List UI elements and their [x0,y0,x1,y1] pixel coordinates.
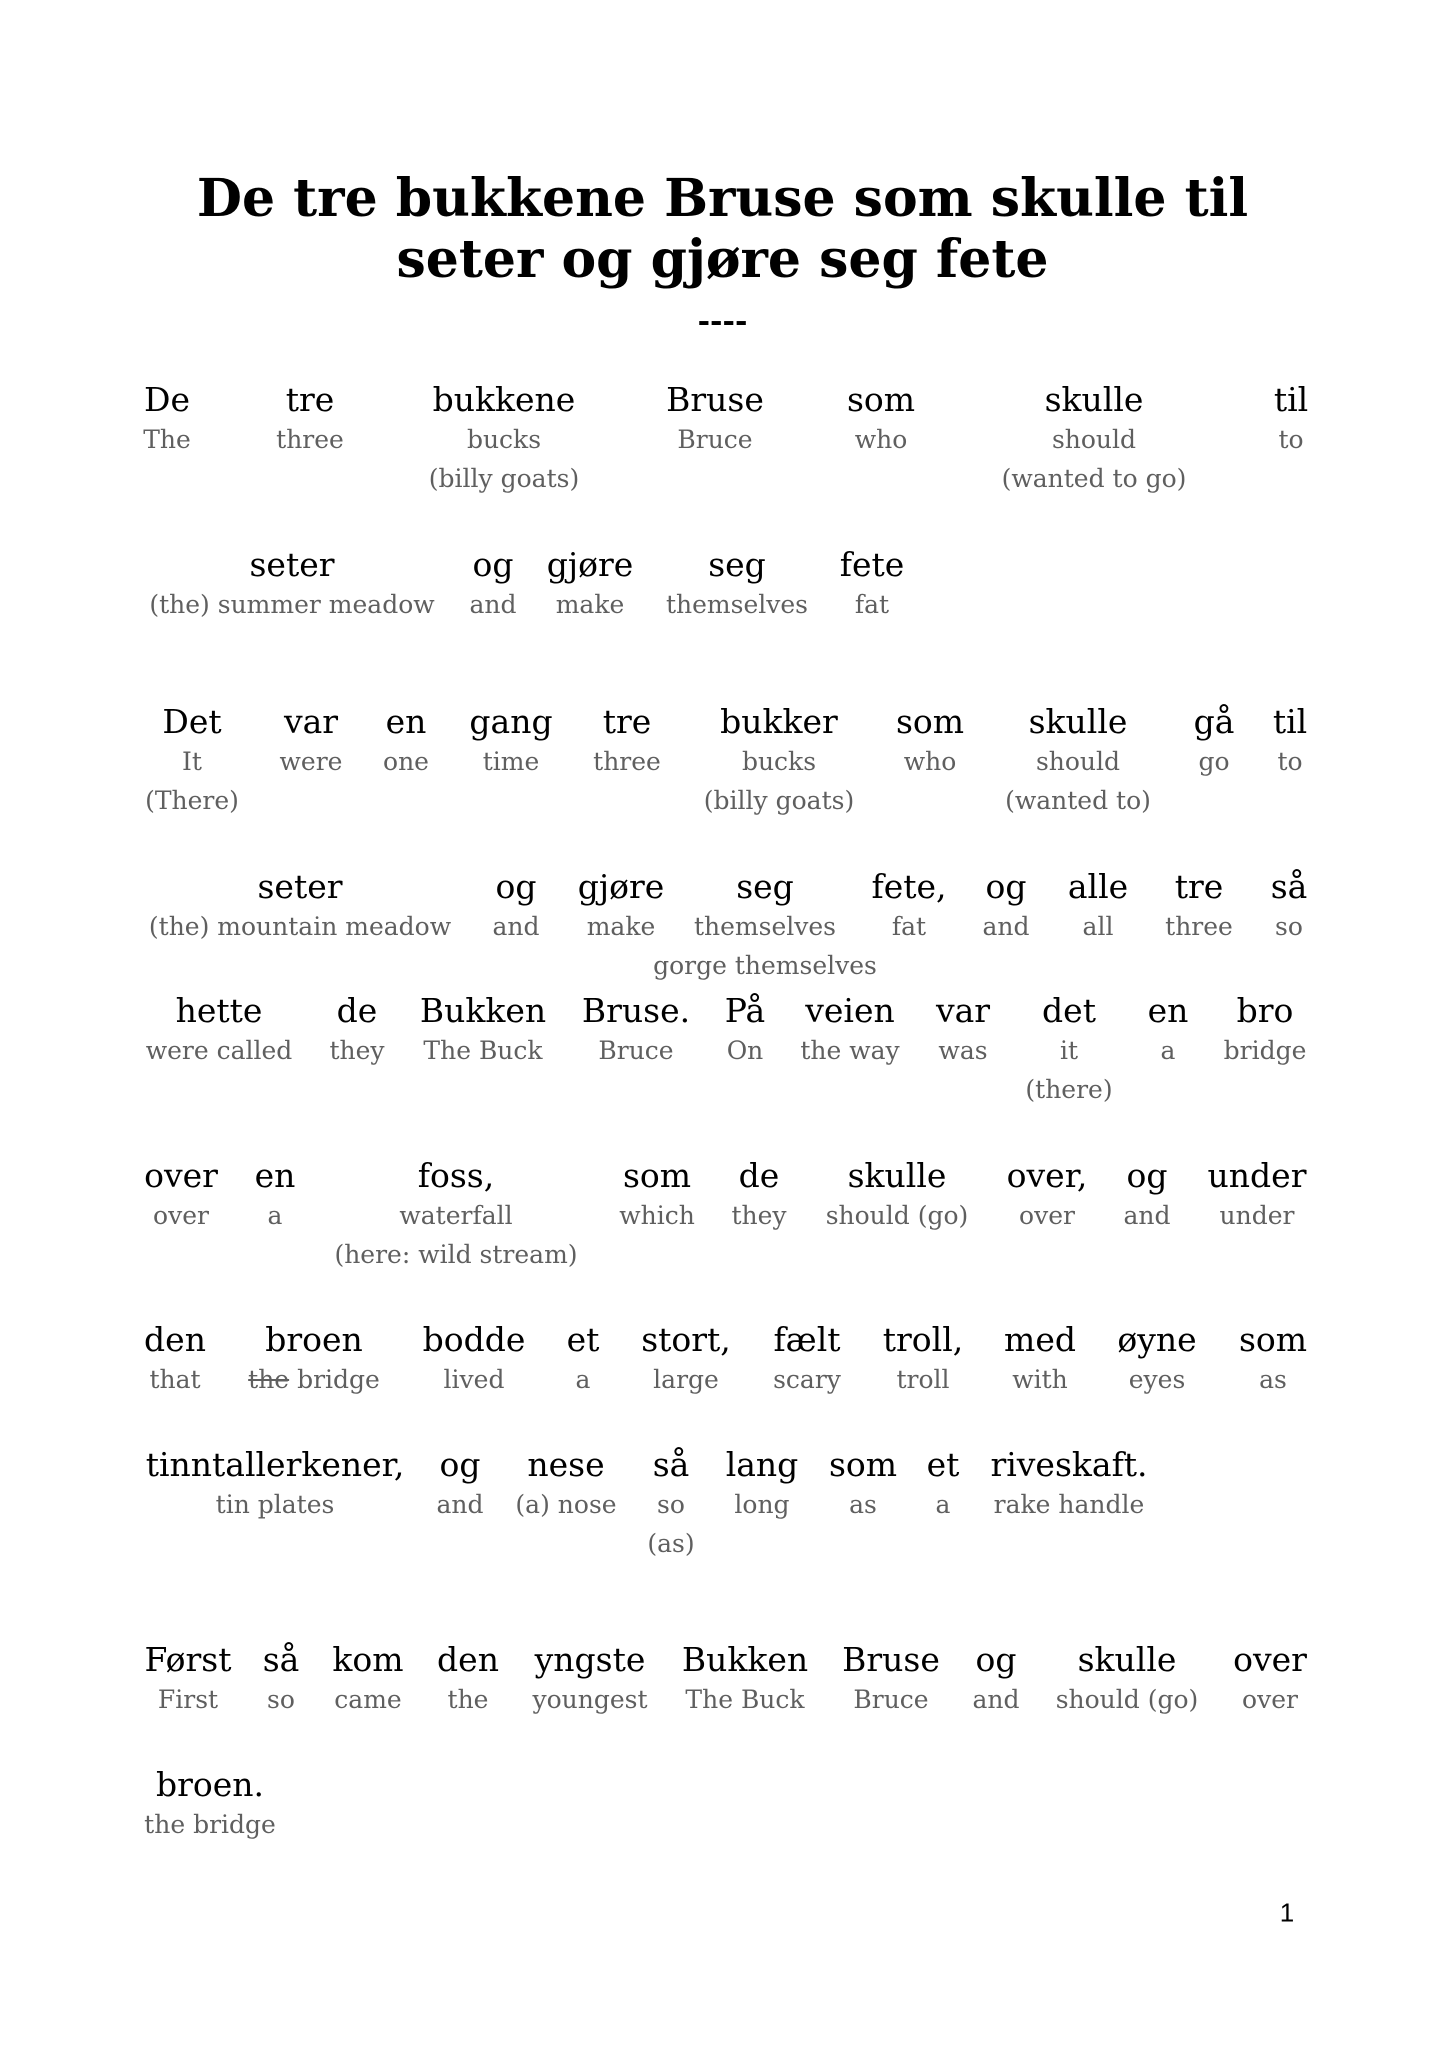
struck-gloss-word: the [248,1365,290,1394]
english-gloss: (a) nose [515,1490,617,1519]
english-gloss: should (go) [825,1201,969,1230]
english-gloss: It [182,747,202,776]
english-gloss: and [972,1685,1020,1714]
norwegian-word: og [975,1640,1017,1679]
english-gloss: Bruce [853,1685,929,1714]
word-block [842,1640,940,1719]
english-gloss: themselves [665,590,809,619]
norwegian-word: så [262,1640,300,1679]
norwegian-word: til [1272,702,1308,741]
english-gloss: The Buck [685,1685,805,1714]
word-block [725,991,765,1070]
word-block [144,1320,206,1399]
word-block [1233,1640,1307,1719]
english-gloss: rake handle [993,1490,1145,1519]
norwegian-word: bukker [720,702,838,741]
english-gloss: who [854,425,908,454]
english-gloss: On [726,1036,764,1065]
title-separator: ---- [697,304,748,339]
english-gloss: Bruce [598,1036,674,1065]
word-block [383,702,429,781]
english-gloss: Bruce [677,425,753,454]
english-gloss: so [1275,912,1303,941]
word-block [436,1445,483,1524]
document-title-line-1: De tre bukkene Bruse som skulle til [196,168,1249,229]
english-gloss: troll [896,1365,950,1394]
norwegian-word: fete, [871,867,947,906]
word-block [1224,991,1307,1070]
word-block [647,1445,694,1563]
norwegian-word: som [828,1445,898,1484]
english-gloss: time [482,747,540,776]
norwegian-word: De [143,380,190,419]
norwegian-word: seter [257,867,343,906]
norwegian-word: en [254,1156,296,1195]
word-block [1068,867,1128,946]
english-gloss-note: (here: wild stream) [334,1240,578,1269]
english-gloss: three [276,425,344,454]
norwegian-word: øyne [1117,1320,1197,1359]
english-gloss: over [1242,1685,1298,1714]
norwegian-word: bukkene [432,380,576,419]
word-block [593,702,661,781]
word-block [146,991,293,1070]
english-gloss: they [329,1036,385,1065]
norwegian-word: og [439,1445,481,1484]
word-block [145,702,239,820]
word-block [263,1640,300,1719]
norwegian-word: lang [725,1445,799,1484]
english-gloss: The [143,425,191,454]
gloss-remainder: bridge [297,1365,380,1394]
word-block [146,1445,405,1524]
word-block [682,1640,808,1719]
english-gloss: as [1259,1365,1287,1394]
word-block [582,991,690,1070]
norwegian-word: bodde [422,1320,526,1359]
word-block [567,1320,600,1399]
norwegian-word: Bruse [842,1640,940,1679]
norwegian-word: som [1238,1320,1308,1359]
norwegian-word: de [336,991,378,1030]
english-gloss: (the) summer meadow [149,590,435,619]
norwegian-word: et [926,1445,960,1484]
word-block [883,1320,964,1399]
english-gloss: bucks [466,425,542,454]
word-block [532,1640,647,1719]
norwegian-word: over, [1006,1156,1088,1195]
word-block [990,1445,1147,1524]
word-block [726,1445,799,1524]
english-gloss: the bridge [144,1810,276,1839]
english-gloss: one [383,747,429,776]
word-block [619,1156,695,1235]
norwegian-word: troll, [882,1320,964,1359]
english-gloss: go [1198,747,1230,776]
word-block [469,702,552,781]
english-gloss: make [555,590,625,619]
word-block [334,1156,577,1274]
word-block [1007,1156,1088,1235]
word-block [255,1156,296,1235]
english-gloss: the [447,1685,489,1714]
word-block [1025,991,1112,1109]
word-block [437,1640,499,1719]
word-block [149,545,434,624]
norwegian-word: Det [162,702,222,741]
word-block [936,991,990,1070]
word-block [143,380,191,459]
english-gloss-note: (as) [647,1529,695,1558]
norwegian-word: kom [332,1640,404,1679]
word-block [847,380,915,459]
norwegian-word: og [472,545,514,584]
norwegian-word: yngste [534,1640,646,1679]
english-gloss: three [1165,912,1233,941]
english-gloss-note: (wanted to go) [1001,464,1187,493]
norwegian-word: broen. [155,1765,265,1804]
english-gloss: over [153,1201,209,1230]
word-block [653,867,877,985]
english-gloss: which [619,1201,695,1230]
norwegian-word: gang [469,702,553,741]
norwegian-word: riveskaft. [990,1445,1148,1484]
norwegian-word: tre [602,702,652,741]
english-gloss: with [1012,1365,1068,1394]
english-gloss: they [731,1201,787,1230]
norwegian-word: så [1270,867,1308,906]
word-block [248,1320,380,1399]
word-block [1165,867,1233,946]
english-gloss: First [157,1685,219,1714]
norwegian-word: som [622,1156,692,1195]
norwegian-word: broen [265,1320,363,1359]
english-gloss: The Buck [423,1036,543,1065]
norwegian-word: gå [1193,702,1235,741]
norwegian-word: skulle [1077,1640,1177,1679]
norwegian-word: med [1004,1320,1076,1359]
english-gloss: was [938,1036,988,1065]
word-block [420,991,546,1070]
document-title-line-2: seter og gjøre seg fete [396,229,1049,290]
english-gloss: eyes [1128,1365,1186,1394]
norwegian-word: nese [527,1445,605,1484]
word-block [840,545,905,624]
english-gloss-note: (there) [1025,1075,1113,1104]
english-gloss: fat [891,912,927,941]
norwegian-word: skulle [1028,702,1128,741]
english-gloss: all [1082,912,1114,941]
norwegian-word: skulle [1044,380,1144,419]
english-gloss: a [267,1201,283,1230]
norwegian-word: tinntallerkener, [145,1445,405,1484]
word-block [704,702,854,820]
norwegian-word: foss, [417,1156,495,1195]
norwegian-word: det [1042,991,1096,1030]
english-gloss: waterfall [399,1201,513,1230]
english-gloss: should [1051,425,1137,454]
word-block [332,1640,403,1719]
word-block [1239,1320,1307,1399]
norwegian-word: til [1273,380,1309,419]
norwegian-word: den [144,1320,206,1359]
word-block [429,380,579,498]
word-block [666,545,808,624]
word-block [826,1156,969,1235]
english-gloss-note: gorge themselves [653,951,877,980]
word-block [144,1156,218,1235]
norwegian-word: så [652,1445,690,1484]
english-gloss: (the) mountain meadow [148,912,452,941]
english-gloss: and [1123,1201,1171,1230]
english-gloss: themselves [693,912,837,941]
english-gloss-note: (wanted to) [1005,786,1151,815]
norwegian-word: et [566,1320,600,1359]
norwegian-word: tre [1174,867,1224,906]
english-gloss: who [903,747,957,776]
norwegian-word: bro [1236,991,1294,1030]
norwegian-word: under [1207,1156,1307,1195]
english-gloss-note: (billy goats) [703,786,855,815]
english-gloss: and [982,912,1030,941]
norwegian-word: den [437,1640,499,1679]
norwegian-word: Bukken [419,991,547,1030]
norwegian-word: som [846,380,916,419]
norwegian-word: en [385,702,427,741]
word-block [469,545,516,624]
word-block [578,867,665,946]
norwegian-word: over [1233,1640,1307,1679]
english-gloss: fat [854,590,890,619]
english-gloss: bucks [741,747,817,776]
word-block [492,867,539,946]
norwegian-word: en [1147,991,1189,1030]
english-gloss: to [1277,747,1303,776]
norwegian-word: seg [708,545,766,584]
word-block [1273,702,1307,781]
english-gloss: were [279,747,343,776]
word-block [641,1320,731,1399]
word-block [149,867,451,946]
english-gloss: a [575,1365,591,1394]
norwegian-word: Bukken [681,1640,809,1679]
norwegian-word: og [1126,1156,1168,1195]
word-block [144,1765,276,1844]
word-block [773,1320,841,1399]
english-gloss: a [935,1490,951,1519]
norwegian-word: hette [175,991,263,1030]
word-block [1194,702,1235,781]
word-block [1005,702,1151,820]
english-gloss: as [849,1490,877,1519]
word-block [1123,1156,1170,1235]
page-number: 1 [1279,1897,1295,1928]
word-block [1004,1320,1076,1399]
english-gloss: lived [443,1365,505,1394]
word-block [515,1445,616,1524]
norwegian-word: gjøre [577,867,665,906]
english-gloss: under [1219,1201,1295,1230]
word-block [896,702,964,781]
word-block [666,380,764,459]
norwegian-word: tre [285,380,335,419]
word-block [276,380,344,459]
norwegian-word: som [895,702,965,741]
norwegian-word: stort, [641,1320,731,1359]
english-gloss-note: (There) [145,786,239,815]
english-gloss-note: (billy goats) [428,464,580,493]
norwegian-word: var [935,991,991,1030]
word-block [1274,380,1308,459]
norwegian-word: seter [249,545,335,584]
norwegian-word: seg [736,867,794,906]
norwegian-word: over [144,1156,218,1195]
english-gloss: came [334,1685,402,1714]
norwegian-word: de [738,1156,780,1195]
word-block [1271,867,1308,946]
english-gloss: so [657,1490,685,1519]
word-block [982,867,1029,946]
word-block [1002,380,1187,498]
word-block [423,1320,526,1399]
word-block [829,1445,897,1524]
word-block [1148,991,1189,1070]
word-block [329,991,384,1070]
norwegian-word: fete [839,545,905,584]
word-block [972,1640,1019,1719]
english-gloss: over [1019,1201,1075,1230]
english-gloss: large [653,1365,719,1394]
english-gloss: were called [145,1036,293,1065]
norwegian-word: og [495,867,537,906]
norwegian-word: og [985,867,1027,906]
norwegian-word: skulle [847,1156,947,1195]
norwegian-word: Bruse. [581,991,691,1030]
english-gloss: scary [773,1365,841,1394]
word-block [927,1445,960,1524]
english-gloss: should (go) [1055,1685,1199,1714]
word-block [280,702,343,781]
english-gloss: and [469,590,517,619]
english-gloss: youngest [532,1685,648,1714]
norwegian-word: Først [144,1640,232,1679]
english-gloss: and [492,912,540,941]
english-gloss: so [267,1685,295,1714]
word-block [1208,1156,1307,1235]
english-gloss: make [586,912,656,941]
english-gloss: a [1160,1036,1176,1065]
english-gloss: that [149,1365,201,1394]
english-gloss: bridge [1223,1036,1307,1065]
word-block [731,1156,786,1235]
word-block [1056,1640,1199,1719]
word-block [871,867,946,946]
norwegian-word: fælt [773,1320,841,1359]
english-gloss: long [734,1490,790,1519]
word-block [547,545,634,624]
word-block [145,1640,232,1719]
english-gloss: it [1059,1036,1079,1065]
english-gloss: the way [800,1036,900,1065]
english-gloss [248,1360,380,1399]
norwegian-word: var [283,702,339,741]
word-block [1117,1320,1196,1399]
english-gloss: should [1035,747,1121,776]
norwegian-word: På [724,991,766,1030]
english-gloss: and [436,1490,484,1519]
word-block [800,991,899,1070]
english-gloss: tin plates [215,1490,335,1519]
norwegian-word: veien [805,991,895,1030]
norwegian-word: alle [1067,867,1129,906]
norwegian-word: gjøre [546,545,634,584]
norwegian-word: Bruse [666,380,764,419]
english-gloss: three [593,747,661,776]
english-gloss: to [1278,425,1304,454]
